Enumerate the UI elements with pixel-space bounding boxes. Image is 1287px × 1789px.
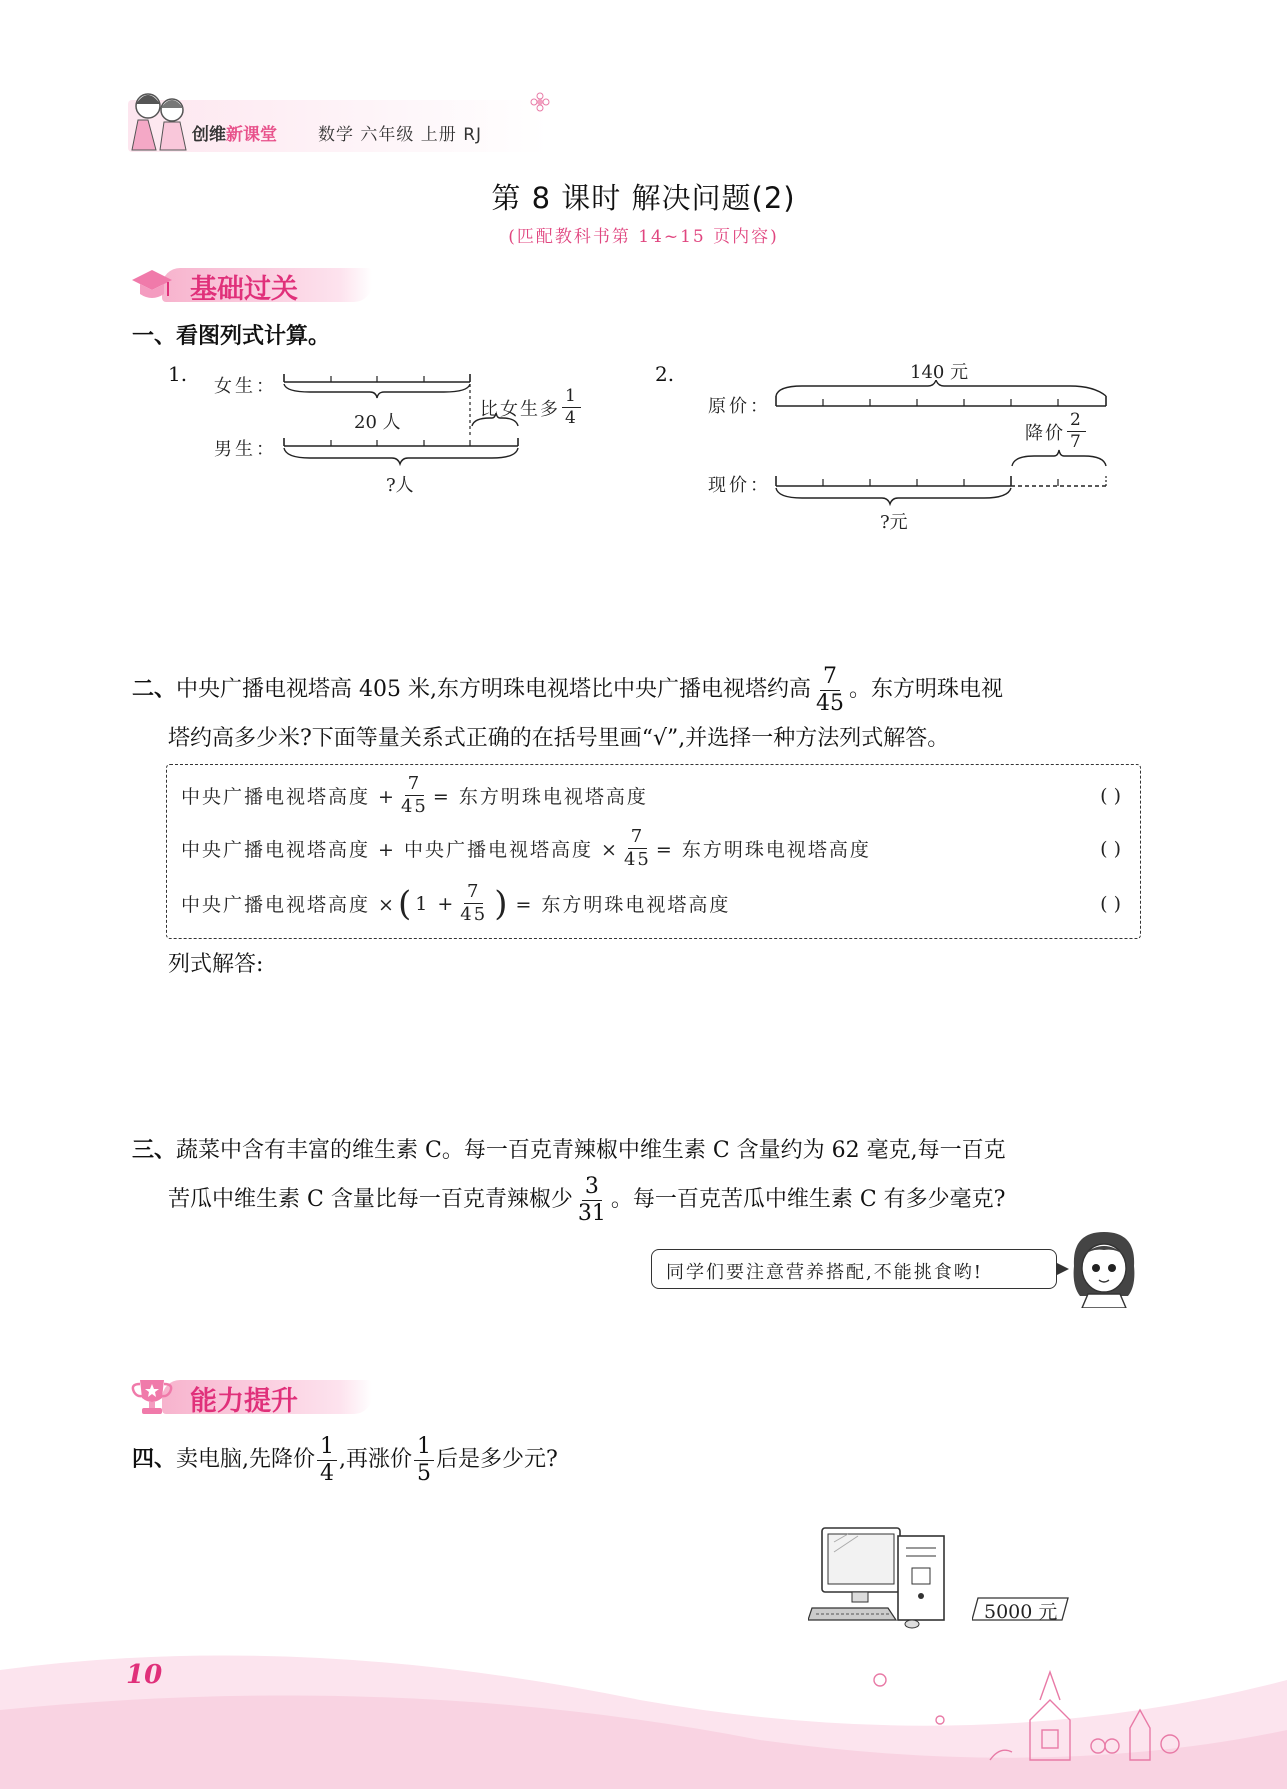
answer-paren-1[interactable]: ( )	[1100, 784, 1121, 807]
trophy-icon	[128, 1374, 176, 1418]
relation-option-1: 中央广播电视塔高度 + $\frac{7}{45}$ = 东方明珠电视塔高度 ( )	[181, 773, 1121, 817]
girls-more-label: 比女生多 $\frac{1}{4}$	[480, 388, 583, 427]
lesson-subtitle: (匹配教科书第 14~15 页内容)	[508, 227, 779, 247]
lesson-title: 第 8 课时 解决问题(2)	[491, 181, 796, 215]
section-advanced-badge	[128, 1374, 388, 1418]
relation-option-2: 中央广播电视塔高度 + 中央广播电视塔高度 × $\frac{7}{45}$ = 东方明珠电视塔高度 ( )	[181, 826, 1121, 870]
q2-line2: 塔约高多少米?下面等量关系式正确的在括号里画“√”,并选择一种方法列式解答。	[168, 726, 950, 751]
section-advanced-label: 能力提升	[190, 1386, 298, 1417]
now-amount: ?元	[880, 512, 908, 533]
speech-bubble: 同学们要注意营养搭配,不能挑食哟!	[651, 1249, 1057, 1289]
girl-mascot-icon	[1066, 1226, 1142, 1308]
boys-label: 男生：	[214, 439, 277, 460]
q3-fraction: $\frac{3}{31}$	[577, 1174, 606, 1226]
girls-count: 20 人	[354, 412, 401, 433]
answer-paren-3[interactable]: ( )	[1100, 892, 1121, 915]
q4-heading: 四、	[132, 1447, 177, 1473]
flower-icon	[530, 92, 550, 112]
q1-p1-number: 1.	[168, 362, 188, 386]
q1-p2-number: 2.	[655, 362, 675, 386]
q1-heading: 一、看图列式计算。	[132, 324, 331, 349]
relation-option-3: 中央广播电视塔高度 × ( 1 + $\frac{7}{45}$ ) = 东方明珠电视塔高度 ( )	[181, 881, 1121, 925]
now-price-label: 现价：	[708, 475, 771, 496]
q2-line1: 二、 中央广播电视塔高 405 米,东方明珠电视塔比中央广播电视塔约高 $\frac{7}{45}$ 。东方明珠电视	[132, 664, 1004, 716]
q2-heading: 二、	[132, 677, 177, 703]
orig-price-label: 原价：	[708, 396, 771, 417]
orig-amount: 140 元	[910, 362, 969, 383]
q2-fraction: $\frac{7}{45}$	[816, 664, 844, 716]
boys-count: ?人	[386, 475, 414, 496]
brand-logo: 创维新课堂	[192, 125, 277, 145]
section-basic-label: 基础过关	[190, 274, 298, 305]
q4-line: 四、 卖电脑,先降价 $\frac{1}{4}$ ,再涨价 $\frac{1}{5}$ 后是多少元?	[132, 1434, 558, 1486]
q3-line1: 三、蔬菜中含有丰富的维生素 C。每一百克青辣椒中维生素 C 含量约为 62 毫克,每一百克	[132, 1138, 1006, 1163]
girls-mascot-icon	[126, 84, 192, 154]
answer-paren-2[interactable]: ( )	[1100, 837, 1121, 860]
girls-label: 女生：	[214, 376, 277, 397]
price-cut-label: 降价 $\frac{2}{7}$	[1025, 412, 1088, 451]
page-number: 10	[126, 1660, 163, 1690]
section-basic-badge	[128, 262, 388, 306]
q2-answer-label: 列式解答:	[168, 952, 264, 977]
footer-wave	[0, 1610, 1287, 1789]
q3-line2: 苦瓜中维生素 C 含量比每一百克青辣椒少 $\frac{3}{31}$ 。每一百克苦瓜中维生素 C 有多少毫克?	[168, 1174, 1006, 1226]
relation-options-box	[166, 764, 1141, 939]
book-info: 数学 六年级 上册 RJ	[318, 125, 483, 145]
graduation-cap-icon	[128, 262, 176, 306]
q3-heading: 三、	[132, 1138, 177, 1163]
